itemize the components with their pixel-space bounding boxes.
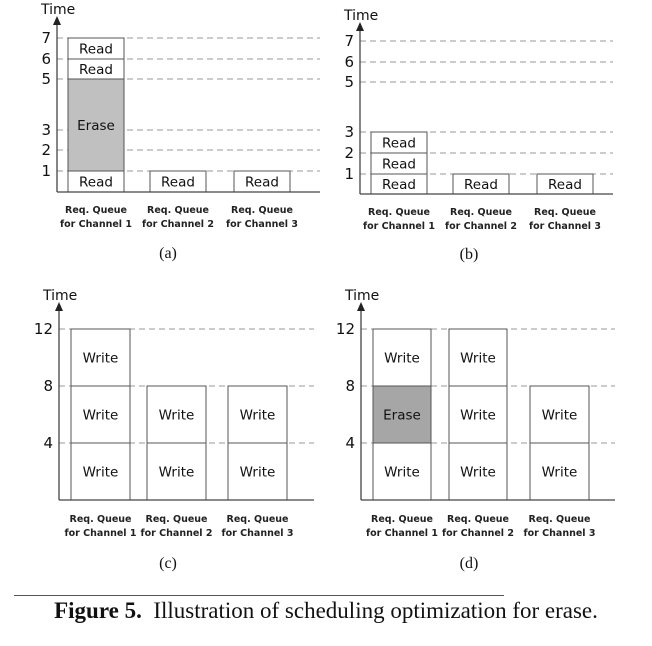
block-label: Write <box>384 350 420 367</box>
channel-label: Req. Queue <box>226 514 289 525</box>
block-label: Write <box>82 407 119 424</box>
y-tick-label: 3 <box>344 123 354 141</box>
channel-label: for Channel 1 <box>366 528 438 539</box>
block-label: Read <box>464 177 498 193</box>
channel-label: for Channel 3 <box>523 528 596 539</box>
y-tick-label: 4 <box>345 434 355 452</box>
panel-d <box>336 288 615 572</box>
block-label: Read <box>161 174 195 191</box>
block-label: Write <box>158 464 195 481</box>
y-tick-label: 7 <box>41 29 51 47</box>
y-tick-label: 8 <box>345 377 355 395</box>
block-label: Read <box>382 177 416 193</box>
panel-a <box>40 2 320 262</box>
y-axis-label: Time <box>344 8 379 24</box>
y-tick-label: 2 <box>344 144 354 162</box>
block-label: Write <box>384 464 420 481</box>
block-label: Erase <box>77 118 115 134</box>
y-tick-label: 1 <box>344 165 354 183</box>
channel-label: for Channel 3 <box>226 219 298 230</box>
channel-label: for Channel 2 <box>442 528 514 539</box>
channel-label: Req. Queue <box>65 205 127 216</box>
block-label: Write <box>239 407 276 424</box>
channel-label: for Channel 3 <box>529 221 601 232</box>
channel-label: Req. Queue <box>147 205 209 216</box>
y-tick-label: 6 <box>41 50 51 68</box>
channel-label: Req. Queue <box>447 514 509 525</box>
block-label: Write <box>541 464 578 481</box>
caption-rule <box>14 595 504 596</box>
channel-label: for Channel 3 <box>221 528 294 539</box>
y-tick-label: 5 <box>41 70 51 88</box>
y-tick-label: 4 <box>43 434 53 452</box>
block-label: Write <box>158 407 195 424</box>
panel-subtitle: (c) <box>159 555 177 572</box>
panel-c <box>34 288 314 572</box>
block-label: Write <box>460 407 496 424</box>
channel-label: Req. Queue <box>528 514 591 525</box>
channel-label: for Channel 2 <box>445 221 517 232</box>
block-label: Write <box>82 464 119 481</box>
panel-b <box>343 8 613 263</box>
channel-label: for Channel 2 <box>140 528 213 539</box>
y-tick-label: 5 <box>344 73 354 91</box>
block-label: Read <box>382 156 416 173</box>
y-tick-label: 2 <box>41 141 51 159</box>
block-label: Write <box>541 407 578 424</box>
y-tick-label: 12 <box>33 320 53 338</box>
channel-label: for Channel 1 <box>64 528 137 539</box>
channel-label: Req. Queue <box>371 514 433 525</box>
channel-label: Req. Queue <box>69 514 132 525</box>
channel-label: Req. Queue <box>534 207 596 218</box>
y-tick-label: 12 <box>335 320 355 338</box>
channel-label: Req. Queue <box>450 207 512 218</box>
y-tick-label: 3 <box>41 121 51 139</box>
block-label: Read <box>245 174 279 191</box>
caption-text: Illustration of scheduling optimization for erase. <box>153 598 598 623</box>
panel-subtitle: (d) <box>459 555 479 572</box>
block-label: Read <box>79 41 113 58</box>
block-label: Read <box>548 177 582 193</box>
block-label: Read <box>79 62 113 78</box>
panel-subtitle: (a) <box>159 245 177 262</box>
y-tick-label: 8 <box>43 377 53 395</box>
y-tick-label: 7 <box>344 32 354 50</box>
y-axis-label: Time <box>345 288 380 304</box>
y-axis-label: Time <box>41 2 76 18</box>
block-label: Read <box>79 174 113 191</box>
block-label: Read <box>382 135 416 152</box>
y-tick-label: 6 <box>344 53 354 71</box>
y-axis-label: Time <box>43 288 78 304</box>
panel-subtitle: (b) <box>459 246 479 263</box>
channel-label: Req. Queue <box>145 514 208 525</box>
figure-caption <box>0 598 652 624</box>
channel-label: Req. Queue <box>368 207 430 218</box>
y-tick-label: 1 <box>41 162 51 180</box>
block-label: Write <box>239 464 276 481</box>
caption-label: Figure 5. <box>54 598 142 623</box>
block-label: Write <box>460 350 496 367</box>
block-label: Erase <box>383 407 421 424</box>
channel-label: for Channel 1 <box>363 221 435 232</box>
block-label: Write <box>82 350 119 367</box>
channel-label: for Channel 2 <box>142 219 214 230</box>
block-label: Write <box>460 464 496 481</box>
channel-label: Req. Queue <box>231 205 293 216</box>
channel-label: for Channel 1 <box>60 219 132 230</box>
